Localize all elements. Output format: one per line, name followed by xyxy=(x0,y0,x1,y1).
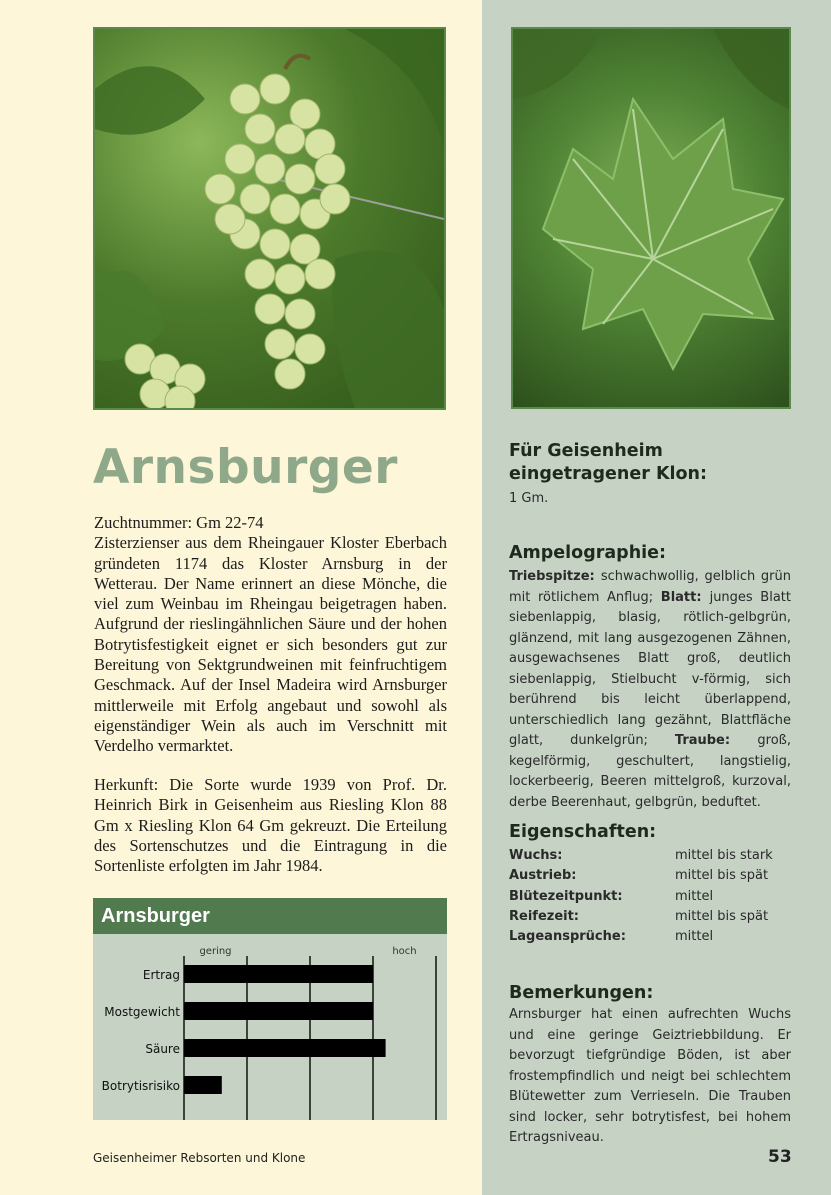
klon-value: 1 Gm. xyxy=(509,491,549,506)
description-block xyxy=(94,513,447,757)
eigenschaft-label: Reifezeit: xyxy=(509,908,580,924)
chart-scale-low-label: gering xyxy=(199,946,232,957)
grape-berry xyxy=(270,194,300,224)
eigenschaft-row xyxy=(509,848,791,868)
grape-berry xyxy=(315,154,345,184)
klon-heading-line2: eingetragener Klon: xyxy=(509,464,708,484)
eigenschaft-row xyxy=(509,889,791,909)
chart-bar xyxy=(184,1039,386,1057)
eigenschaft-value: mittel bis stark xyxy=(675,848,773,863)
vine-leaf-illustration xyxy=(513,29,789,407)
footer-text: Geisenheimer Rebsorten und Klone xyxy=(93,1151,306,1165)
zuchtnummer-line: Zuchtnummer: Gm 22-74 xyxy=(94,513,264,532)
chart-title: Arnsburger xyxy=(93,898,447,934)
eigenschaft-value: mittel bis spät xyxy=(675,868,769,884)
eigenschaften-heading: Eigenschaften: xyxy=(509,822,657,842)
ampelographie-description: junges Blatt siebenlappig, blasig, rötlich-gelbgrün, glänzend, mit lang ausgezogenen Zähnen, ausgewachsenes Blatt groß, deutlich siebenlappig, Stielbucht v-förmig, sich berührend bis leicht überlappend, unterschiedlich lang gezähnt, Blattfläche glatt, dunkelgrün; xyxy=(509,589,791,748)
eigenschaft-label: Blütezeitpunkt: xyxy=(509,888,623,904)
grape-berry xyxy=(285,299,315,329)
eigenschaft-value: mittel bis spät xyxy=(675,908,769,924)
characteristics-chart xyxy=(93,898,447,1120)
herkunft-paragraph: Herkunft: Die Sorte wurde 1939 von Prof. Dr. Heinrich Birk in Geisenheim aus Riesling Klon 88 Gm x Riesling Klon 64 Gm gekreuzt. Die Erteilung des Sortenschutzes und die Eintragung in die Sortenliste erfolgten im Jahr 1984. xyxy=(94,775,447,876)
eigenschaft-value: mittel xyxy=(675,888,714,904)
grape-berry xyxy=(240,184,270,214)
grape-berry xyxy=(260,74,290,104)
grape-berry xyxy=(265,329,295,359)
ampelographie-description: groß, kegelförmig, geschultert, langstielig, lockerbeerig, Beeren mittelgroß, kurzoval, derbe Beerenhaut, gelbgrün, beduftet. xyxy=(509,733,791,810)
chart-category-label: Mostgewicht xyxy=(104,1005,180,1019)
chart-bar xyxy=(184,965,373,983)
chart-scale-high-label: hoch xyxy=(392,946,417,957)
bemerkungen-heading: Bemerkungen: xyxy=(509,983,654,1003)
ampelographie-heading: Ampelographie: xyxy=(509,543,667,563)
ampelographie-text xyxy=(509,567,791,813)
bemerkungen-text: Arnsburger hat einen aufrechten Wuchs und eine geringe Geiztriebbildung. Er bevorzugt tiefgründige Böden, ist aber frostempfindlich und neigt bei schlechtem Blütewetter zum Verrieseln. Die Trauben sind locker, sehr botrytisfest, bei hohem Ertragsniveau. xyxy=(509,1007,791,1145)
chart-bar xyxy=(184,1002,373,1020)
grape-berry xyxy=(205,174,235,204)
grape-berry xyxy=(260,229,290,259)
eigenschaft-label: Wuchs: xyxy=(509,848,563,863)
ampelographie-term: Blatt: xyxy=(660,589,710,605)
grape-berry xyxy=(245,114,275,144)
eigenschaft-row xyxy=(509,868,791,888)
grape-berry xyxy=(255,294,285,324)
klon-heading xyxy=(509,440,707,486)
grape-berry xyxy=(275,124,305,154)
chart-category-label: Ertrag xyxy=(142,968,180,982)
grape-cluster-illustration xyxy=(95,29,444,408)
eigenschaft-label: Lageansprüche: xyxy=(509,929,626,945)
variety-title: Arnsburger xyxy=(93,440,398,495)
grape-berry xyxy=(305,259,335,289)
grape-berry xyxy=(230,84,260,114)
eigenschaft-row xyxy=(509,929,791,949)
page-number: 53 xyxy=(768,1147,792,1167)
eigenschaften-list xyxy=(509,848,791,949)
chart-category-label: Botrytisrisiko xyxy=(101,1079,180,1093)
grape-berry xyxy=(225,144,255,174)
grape-berry xyxy=(295,334,325,364)
grape-berry xyxy=(255,154,285,184)
chart-category-label: Säure xyxy=(145,1042,180,1056)
eigenschaft-label: Austrieb: xyxy=(509,868,577,884)
chart-plot-area xyxy=(93,934,447,1120)
eigenschaft-row xyxy=(509,909,791,929)
ampelographie-term: Triebspitze: xyxy=(509,569,601,584)
klon-heading-line1: Für Geisenheim xyxy=(509,441,663,461)
chart-bar xyxy=(184,1076,222,1094)
eigenschaft-value: mittel xyxy=(675,929,714,945)
grape-berry xyxy=(320,184,350,214)
grape-berry xyxy=(275,264,305,294)
grape-berry xyxy=(245,259,275,289)
grape-berry xyxy=(285,164,315,194)
grape-berry xyxy=(275,359,305,389)
description-paragraph: Zisterzienser aus dem Rheingauer Kloster Eberbach gründeten 1174 das Kloster Arnsburg in der Wetterau. Der Name erinnert an diese Mönche, die viel zum Weinbau im Rheingau beigetragen haben. Aufgrund der rieslingähnlichen Säure und der hohen Botrytisfestigkeit eignet er sich besonders gut zur Bereitung von Sektgrundweinen mit feinfruchtigem Geschmack. Auf der Insel Madeira wird Arnsburger mittlerweile mit Erfolg angebaut und sowohl als eigenständiger Wein als auch im Verschnitt mit Verdelho vermarktet. xyxy=(94,533,447,756)
vine-leaf-photo xyxy=(511,27,791,409)
ampelographie-description: schwachwollig, gelblich grün mit rötlichem Anflug; xyxy=(509,569,791,605)
grape-cluster-photo xyxy=(93,27,446,410)
grape-berry xyxy=(215,204,245,234)
ampelographie-term: Traube: xyxy=(674,733,758,748)
